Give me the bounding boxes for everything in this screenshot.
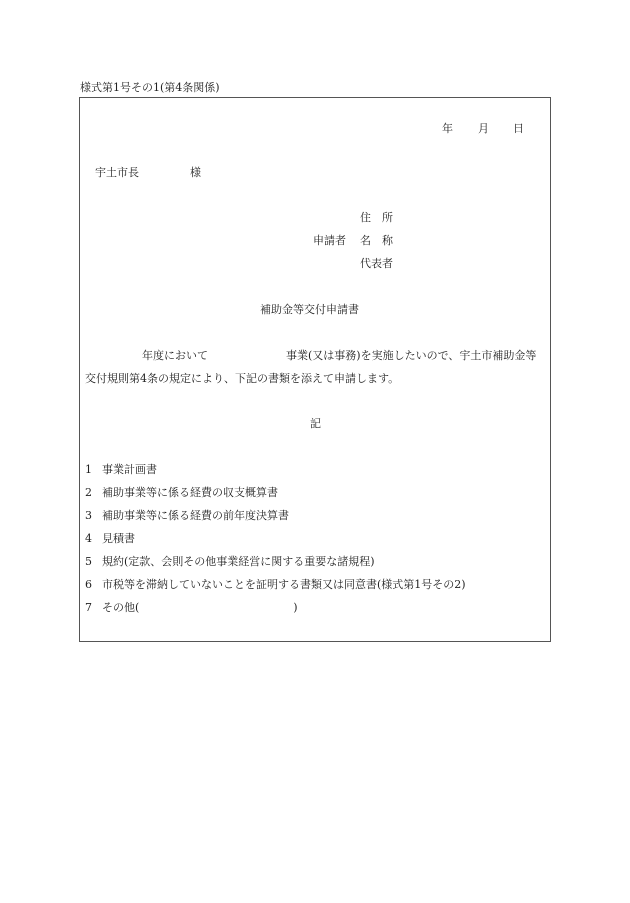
attachment-text: 補助事業等に係る経費の前年度決算書 [102, 509, 289, 522]
attachment-text: 事業計画書 [102, 463, 157, 476]
body-text-project: 事業(又は事務)を実施したいので、宇土市補助金等 [286, 349, 537, 362]
attachment-item [85, 533, 135, 544]
attachment-number: 2 [85, 486, 92, 499]
attachment-item [85, 579, 466, 590]
attachment-text: 市税等を滞納していないことを証明する書類又は同意書(様式第1号その2) [102, 578, 466, 591]
attachment-item [85, 510, 289, 521]
attachment-item [85, 602, 298, 613]
addressee-city: 宇土市長 [95, 166, 139, 179]
attachment-item [85, 464, 157, 475]
form-number-label: 様式第1号その1(第4条関係) [80, 81, 220, 94]
body-text-fiscal-year: 年度において [142, 349, 208, 362]
attachment-number: 1 [85, 463, 92, 476]
address-label: 住 所 [360, 211, 393, 224]
attachment-number: 6 [85, 578, 92, 591]
attachment-number: 3 [85, 509, 92, 522]
name-label: 名 称 [360, 234, 393, 247]
attachment-text: その他( ) [102, 601, 298, 614]
attachment-item [85, 556, 375, 567]
attachment-number: 7 [85, 601, 92, 614]
ki-heading: 記 [310, 417, 321, 430]
date-year-label: 年 [442, 122, 453, 135]
attachment-text: 見積書 [102, 532, 135, 545]
attachment-number: 4 [85, 532, 92, 545]
document-title: 補助金等交付申請書 [260, 303, 359, 316]
attachment-item [85, 487, 278, 498]
date-day-label: 日 [513, 122, 524, 135]
attachment-text: 規約(定款、会則その他事業経営に関する重要な諸規程) [102, 555, 375, 568]
addressee-honorific: 様 [190, 166, 201, 179]
body-text-regulation: 交付規則第4条の規定により、下記の書類を添えて申請します。 [85, 372, 400, 385]
attachment-number: 5 [85, 555, 92, 568]
representative-label: 代表者 [360, 257, 393, 270]
attachment-text: 補助事業等に係る経費の収支概算書 [102, 486, 278, 499]
date-month-label: 月 [478, 122, 489, 135]
applicant-label: 申請者 [313, 234, 346, 247]
